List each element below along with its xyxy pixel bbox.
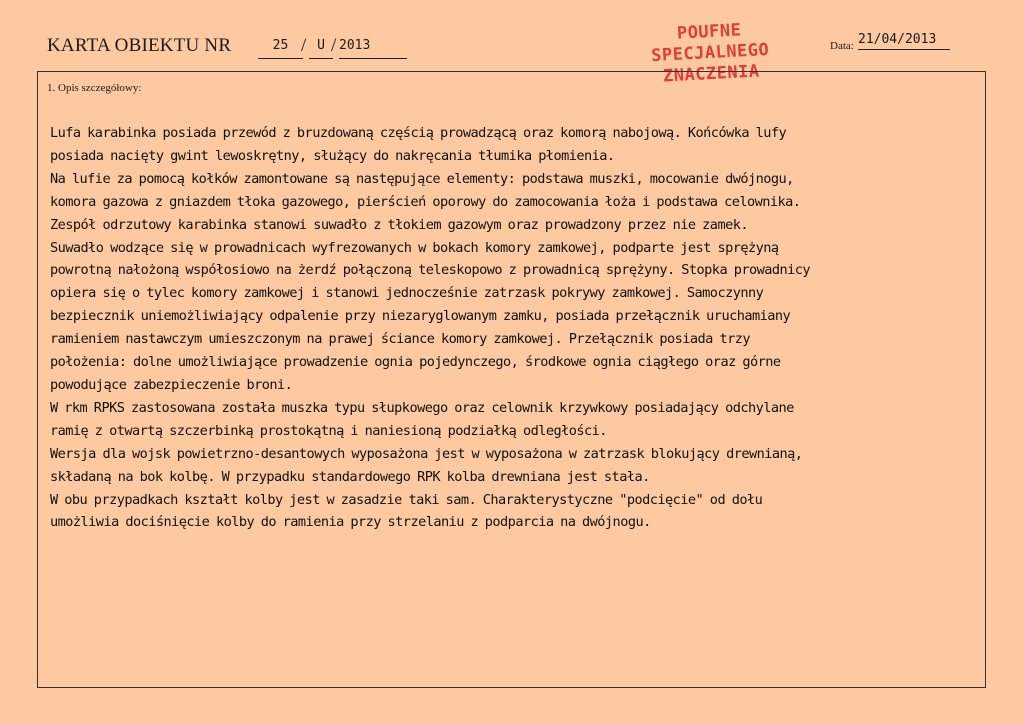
stamp-line-2: SPECJALNEGO — [650, 39, 770, 67]
description-line: opiera się o tylec komory zamkowej i stanowi jednocześnie zatrzask pokrywy zamkowej. Samoczynny — [50, 285, 764, 302]
card-title: KARTA OBIEKTU NR — [47, 35, 232, 56]
description-line: bezpiecznik uniemożliwiający odpalenie przy niezaryglowanym zamku, posiada przełącznik uruchamiany — [50, 308, 791, 325]
date-field: 21/04/2013 — [858, 31, 950, 50]
card-number-day-field: 25 — [258, 36, 303, 59]
description-line: W rkm RPKS zastosowana została muszka typu słupkowego oraz celownik krzywkowy posiadający odchylane — [50, 399, 794, 416]
date-label: Data: — [830, 40, 854, 52]
description-line: posiada nacięty gwint lewoskrętny, służący do nakręcania tłumika płomienia. — [50, 147, 615, 164]
description-line: W obu przypadkach kształt kolby jest w zasadzie taki sam. Charakterystyczne "podcięcie" od dołu — [50, 491, 763, 508]
section-label: 1. Opis szczegółowy: — [47, 82, 142, 94]
description-line: ramię z otwartą szczerbinką prostokątną i naniesioną podziałką odległości. — [50, 422, 607, 439]
description-body — [50, 122, 982, 534]
description-line: komora gazowa z gniazdem tłoka gazowego, pierścień oporowy do zamocowania łoża i podstawa celownika. — [50, 193, 801, 210]
card-number-year-field: 2013 — [339, 36, 407, 59]
description-line: składaną na bok kolbę. W przypadku standardowego RPK kolba drewniana jest stała. — [50, 468, 650, 485]
stamp-line-1: POUFNE — [676, 20, 742, 44]
description-line: powrotną nałożoną współosiowo na żerdź połączoną teleskopowo z prowadnicą sprężyny. Stopka prowadnicy — [50, 262, 811, 279]
description-line: położenia: dolne umożliwiające prowadzenie ognia pojedynczego, środkowe ognia ciągłego oraz górne — [50, 354, 781, 371]
description-line: Na lufie za pomocą kołków zamontowane są następujące elementy: podstawa muszki, mocowanie dwójnogu, — [50, 170, 794, 187]
description-line: powodujące zabezpieczenie broni. — [50, 376, 293, 393]
description-line: Lufa karabinka posiada przewód z bruzdowaną częścią prowadzącą oraz komorą nabojową. Końcówka lufy — [50, 125, 787, 141]
description-line: Zespół odrzutowy karabinka stanowi suwadło z tłokiem gazowym oraz prowadzony przez nie zamek. — [50, 216, 748, 233]
description-line: Suwadło wodzące się w prowadnicach wyfrezowanych w bokach komory zamkowej, podparte jest sprężyną — [50, 239, 779, 256]
description-line: umożliwia dociśnięcie kolby do ramienia przy strzelaniu z podparcia na dwójnogu. — [50, 514, 651, 531]
stamp-line-3: ZNACZENIA — [662, 61, 761, 87]
description-frame — [37, 71, 986, 688]
card-number-separator-2: / — [331, 35, 337, 56]
card-number-month-field: U — [309, 36, 333, 59]
description-line: Wersja dla wojsk powietrzno-desantowych wyposażona jest w wyposażona w zatrzask blokujący drewnianą, — [50, 445, 803, 462]
description-line: ramieniem nastawczym umieszczonym na prawej ściance komory zamkowej. Przełącznik posiada trzy — [50, 331, 750, 348]
card-number-separator-1: / — [301, 35, 307, 56]
